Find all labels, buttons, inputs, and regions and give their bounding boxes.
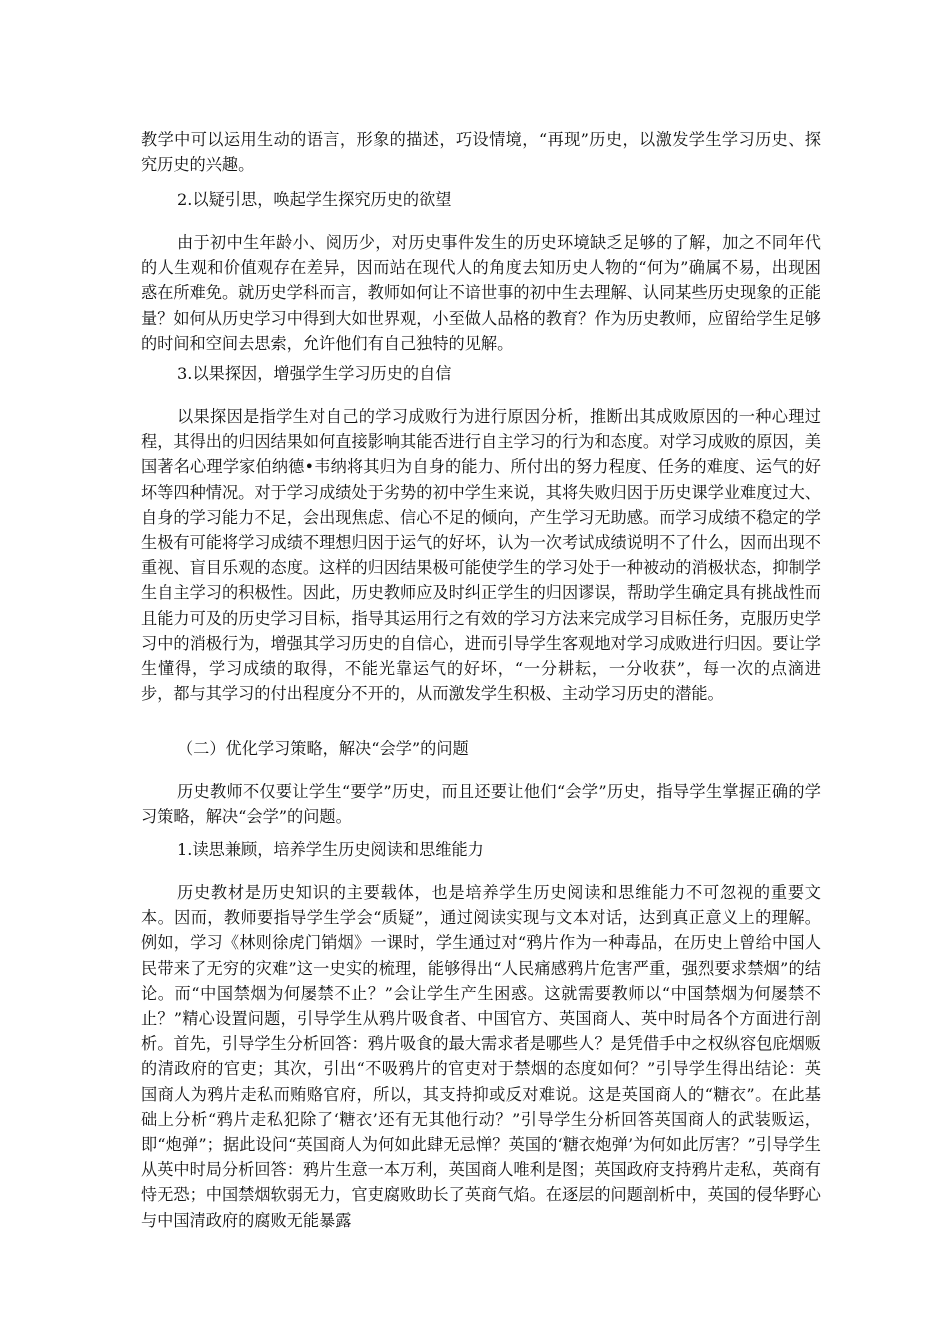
paragraph-intro-continuation: 教学中可以运用生动的语言，形象的描述，巧设情境，“再现”历史，以激发学生学习历史、探究历史的兴趣。: [141, 130, 821, 175]
paragraph-4: 历史教师不仅要让学生“要学”历史，而且还要让他们“会学”历史，指导学生掌握正确的学习策略，解决“会学”的问题。: [141, 782, 821, 827]
paragraph-2: 由于初中生年龄小、阅历少，对历史事件发生的历史环境缺乏足够的了解，加之不同年代的人生观和价值观存在差异，因而站在现代人的角度去知历史人物的“何为”确属不易，出现困惑在所难免。就历史学科而言，教师如何让不谙世事的初中生去理解、认同某些历史现象的正能量？如何从历史学习中得到大如世界观，小至做人品格的教育？作为历史教师，应留给学生足够的时间和空间去思索，允许他们有自己独特的见解。: [141, 233, 821, 353]
paragraph-3: 以果探因是指学生对自己的学习成败行为进行原因分析，推断出其成败原因的一种心理过程，其得出的归因结果如何直接影响其能否进行自主学习的行为和态度。对学习成败的原因，美国著名心理学家伯纳德•韦纳将其归为自身的能力、所付出的努力程度、任务的难度、运气的好坏等四种情况。对于学习成绩处于劣势的初中学生来说，其将失败归因于历史课学业难度过大、自身的学习能力不足，会出现焦虑、信心不足的倾向，产生学习无助感。而学习成绩不稳定的学生极有可能将学习成绩不理想归因于运气的好坏，认为一次考试成绩说明不了什么，因而出现不重视、盲目乐观的态度。这样的归因结果极可能使学生的学习处于一种被动的消极状态，抑制学生自主学习的积极性。因此，历史教师应及时纠正学生的归因谬误，帮助学生确定具有挑战性而且能力可及的历史学习目标，指导其运用行之有效的学习方法来完成学习目标任务，克服历史学习中的消极行为，增强其学习历史的自信心，进而引导学生客观地对学习成败进行归因。要让学生懂得，学习成绩的取得，不能光靠运气的好坏，“一分耕耘，一分收获”，每一次的点滴进步，都与其学习的付出程度分不开的，从而激发学生积极、主动学习历史的潜能。: [141, 407, 821, 704]
heading-3: 3.以果探因，增强学生学习历史的自信: [177, 364, 452, 383]
heading-section-2: （二）优化学习策略，解决“会学”的问题: [177, 739, 469, 758]
paragraph-5: 历史教材是历史知识的主要载体，也是培养学生历史阅读和思维能力不可忽视的重要文本。因而，教师要指导学生学会“质疑”，通过阅读实现与文本对话，达到真正意义上的理解。例如，学习《林则徐虎门销烟》一课时，学生通过对“鸦片作为一种毒品，在历史上曾给中国人民带来了无穷的灾难”这一史实的梳理，能够得出“人民痛感鸦片危害严重，强烈要求禁烟”的结论。而“中国禁烟为何屡禁不止？”会让学生产生困惑。这就需要教师以“中国禁烟为何屡禁不止？”精心设置问题，引导学生从鸦片吸食者、中国官方、英国商人、英中时局各个方面进行剖析。首先，引导学生分析回答：鸦片吸食的最大需求者是哪些人？是凭借手中之权纵容包庇烟贩的清政府的官吏；其次，引出“不吸鸦片的官吏对于禁烟的态度如何？”引导学生得出结论：英国商人为鸦片走私而贿赂官府，所以，其支持抑或反对难说。这是英国商人的“糖衣”。在此基础上分析“鸦片走私犯除了‘糖衣’还有无其他行动？”引导学生分析回答英国商人的武装贩运，即“炮弹”；据此设问“英国商人为何如此肆无忌惮？英国的‘糖衣炮弹’为何如此厉害？”引导学生从英中时局分析回答：鸦片生意一本万利，英国商人唯利是图；英国政府支持鸦片走私，英商有恃无恐；中国禁烟软弱无力，官吏腐败助长了英商气焰。在逐层的问题剖析中，英国的侵华野心与中国清政府的腐败无能暴露: [141, 883, 821, 1230]
heading-2: 2.以疑引思，唤起学生探究历史的欲望: [177, 190, 452, 209]
heading-1-reading: 1.读思兼顾，培养学生历史阅读和思维能力: [177, 840, 484, 859]
